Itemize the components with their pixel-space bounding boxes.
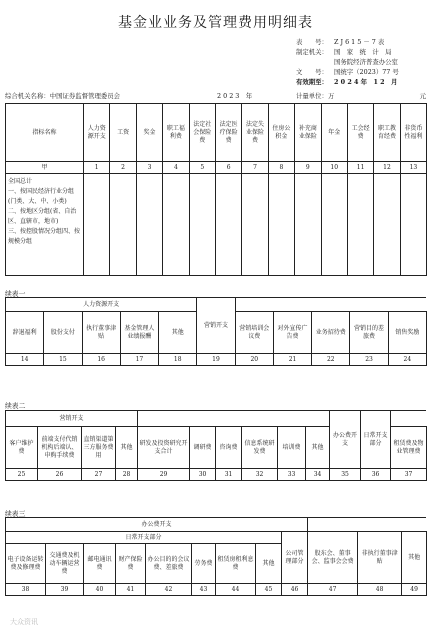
code-cell: 28 (116, 469, 138, 481)
org-line (5, 91, 253, 100)
code-cell: 6 (215, 162, 241, 174)
header-cell: 劳务费 (192, 544, 216, 584)
header-cell: 调研费 (190, 427, 216, 469)
data-cell (242, 174, 268, 276)
header-cell: 销售奖励 (388, 312, 426, 354)
data-cell (136, 174, 162, 276)
header-cell: 职工教育经费 (374, 104, 400, 162)
code-cell: 5 (189, 162, 215, 174)
code-cell: 34 (306, 469, 330, 481)
data-row (6, 174, 427, 276)
code-cell: 9 (295, 162, 321, 174)
header-cell: 奖金 (136, 104, 162, 162)
header-cell: 执行董事津贴 (82, 312, 120, 354)
code-cell: 18 (159, 354, 197, 366)
data-cell (400, 174, 426, 276)
data-cell (268, 174, 294, 276)
blank-cell (235, 298, 426, 312)
code-cell: 30 (190, 469, 216, 481)
header-cell: 财产保险费 (116, 544, 146, 584)
report-year: 2 0 2 3 年 (217, 92, 253, 100)
doc-no: 国统字（2023）77 号 (334, 68, 399, 76)
code-cell: 1 (84, 162, 110, 174)
code-cell: 19 (197, 354, 235, 366)
group-header: 办公费开支 (6, 518, 308, 532)
code-cell: 20 (235, 354, 273, 366)
code-cell: 33 (278, 469, 306, 481)
header-cell: 直销渠道第三方服务费用 (82, 427, 116, 469)
continuation-table-3 (5, 517, 427, 596)
header-cell: 法定失业保险费 (242, 104, 268, 162)
table-no: Z J 6 1 5 － 7 表 (334, 38, 385, 46)
code-cell: 49 (402, 584, 427, 596)
doc-no-label: 文 号： (296, 68, 328, 76)
table-no-label: 表 号： (296, 38, 328, 46)
header-cell: 其他 (402, 532, 427, 584)
group-header: 人力资源开支 (6, 298, 197, 312)
code-cell: 27 (82, 469, 116, 481)
code-cell: 14 (6, 354, 44, 366)
header-cell: 股份支付 (44, 312, 82, 354)
header-cell: 日常开支部分 (361, 411, 391, 469)
code-cell: 45 (256, 584, 282, 596)
code-cell: 23 (350, 354, 388, 366)
code-cell: 25 (6, 469, 38, 481)
code-cell: 21 (273, 354, 311, 366)
continuation-table-2 (5, 410, 427, 481)
header-cell: 信息系统研发费 (242, 427, 278, 469)
header-cell: 前端支付代销机构后端认、申购手续费 (38, 427, 82, 469)
code-cell: 36 (361, 469, 391, 481)
header-cell: 补充商业保险 (295, 104, 321, 162)
header-cell: 办公目的的会议费、差旅费 (146, 544, 192, 584)
header-cell: 业务招待费 (312, 312, 350, 354)
code-cell: 46 (282, 584, 308, 596)
data-cell (347, 174, 373, 276)
code-cell: 26 (38, 469, 82, 481)
header-cell: 法定医疗保险费 (215, 104, 241, 162)
watermark: 大众资讯 (10, 618, 38, 626)
header-cell: 职工福利费 (163, 104, 189, 162)
code-cell: 32 (242, 469, 278, 481)
data-cell (84, 174, 110, 276)
code-cell: 甲 (6, 162, 84, 174)
valid-until: 2 0 2 4 年 1 2 月 (334, 78, 398, 86)
header-cell: 法定社会保险费 (189, 104, 215, 162)
code-cell: 29 (138, 469, 190, 481)
code-cell: 31 (216, 469, 242, 481)
section-label: 续表三 (5, 510, 26, 518)
header-cell: 研发及投资研究开支合计 (138, 427, 190, 469)
code-cell: 37 (391, 469, 427, 481)
header-cell: 非货币性福利 (400, 104, 426, 162)
code-cell: 44 (216, 584, 256, 596)
code-cell: 48 (358, 584, 402, 596)
header-cell: 年金 (321, 104, 347, 162)
page-title: 基金业业务及管理费用明细表 (118, 15, 313, 31)
code-cell: 16 (82, 354, 120, 366)
header-cell: 其他 (159, 312, 197, 354)
authority-1: 国 家 统 计 局 (334, 48, 392, 56)
data-cell (374, 174, 400, 276)
code-cell: 24 (388, 354, 426, 366)
code-cell: 7 (242, 162, 268, 174)
header-row (6, 104, 427, 162)
code-cell: 11 (347, 162, 373, 174)
header-cell: 住房公积金 (268, 104, 294, 162)
authority-2: 国务院经济普查办公室 (334, 58, 398, 66)
code-cell: 13 (400, 162, 426, 174)
authority-label: 制定机关： (296, 48, 328, 56)
header-cell: 客户维护费 (6, 427, 38, 469)
data-cell (321, 174, 347, 276)
code-cell: 2 (110, 162, 136, 174)
header-cell: 培训费 (278, 427, 306, 469)
data-cell (163, 174, 189, 276)
code-cell: 22 (312, 354, 350, 366)
unit-line (296, 91, 426, 100)
header-cell: 其他 (306, 427, 330, 469)
header-cell: 非执行董事津贴 (358, 532, 402, 584)
form-meta (296, 37, 399, 87)
group-header: 营销开支 (6, 411, 138, 427)
unit-label: 计量单位：万 (296, 92, 335, 100)
header-cell: 公司管理部分 (282, 532, 308, 584)
data-cell (295, 174, 321, 276)
code-cell: 47 (308, 584, 358, 596)
header-cell: 指标名称 (6, 104, 84, 162)
group-header: 日常开支部分 (6, 532, 282, 544)
code-cell: 38 (6, 584, 46, 596)
code-cell: 35 (330, 469, 361, 481)
row-labels: 全国总计 一、按国民经济行业分组(门类、大、中、小类) 二、按地区分组(省、自治区、直辖市，地市) 三、按控股情况分组四、按规模分组 (6, 174, 84, 276)
header-cell: 办公费开支 (330, 411, 361, 469)
header-cell: 电子设备运转费及修理费 (6, 544, 46, 584)
code-cell: 12 (374, 162, 400, 174)
valid-label: 有效期至： (296, 78, 328, 86)
header-cell: 工会经费 (347, 104, 373, 162)
code-cell: 3 (136, 162, 162, 174)
header-cell: 营销目的差旅费 (350, 312, 388, 354)
header-cell: 营销开支 (197, 298, 235, 354)
header-cell: 对外宣传广告费 (273, 312, 311, 354)
header-cell: 工资 (110, 104, 136, 162)
code-cell: 4 (163, 162, 189, 174)
unit-yuan: 元 (419, 92, 426, 100)
org-name: 综合机关名称：中国证券监督管理委员会 (5, 92, 121, 100)
header-cell: 其他 (116, 427, 138, 469)
code-cell: 15 (44, 354, 82, 366)
header-cell: 营销培训会议费 (235, 312, 273, 354)
blank-cell (308, 518, 427, 532)
code-cell: 41 (116, 584, 146, 596)
continuation-table-1 (5, 297, 427, 366)
blank-cell (138, 411, 330, 427)
main-table (5, 103, 427, 276)
header-cell: 基金管理人业绩报酬 (120, 312, 158, 354)
code-row (6, 162, 427, 174)
header-cell: 租赁房租利息费 (216, 544, 256, 584)
header-cell: 其他 (256, 544, 282, 584)
header-cell: 辞退福利 (6, 312, 44, 354)
data-cell (215, 174, 241, 276)
data-cell (110, 174, 136, 276)
section-label: 续表一 (5, 290, 26, 298)
blank-cell (391, 411, 427, 427)
data-cell (189, 174, 215, 276)
code-cell: 40 (84, 584, 116, 596)
code-cell: 43 (192, 584, 216, 596)
header-cell: 邮电通讯费 (84, 544, 116, 584)
header-cell: 租赁费及物业管理费 (391, 427, 427, 469)
code-cell: 39 (46, 584, 84, 596)
header-cell: 交通费及机动车辆运营费 (46, 544, 84, 584)
header-cell: 人力资源开支 (84, 104, 110, 162)
code-cell: 8 (268, 162, 294, 174)
code-cell: 10 (321, 162, 347, 174)
section-label: 续表二 (5, 402, 26, 410)
code-cell: 42 (146, 584, 192, 596)
header-cell: 咨询费 (216, 427, 242, 469)
header-cell: 股东会、董事会、监事会会费 (308, 532, 358, 584)
code-cell: 17 (120, 354, 158, 366)
